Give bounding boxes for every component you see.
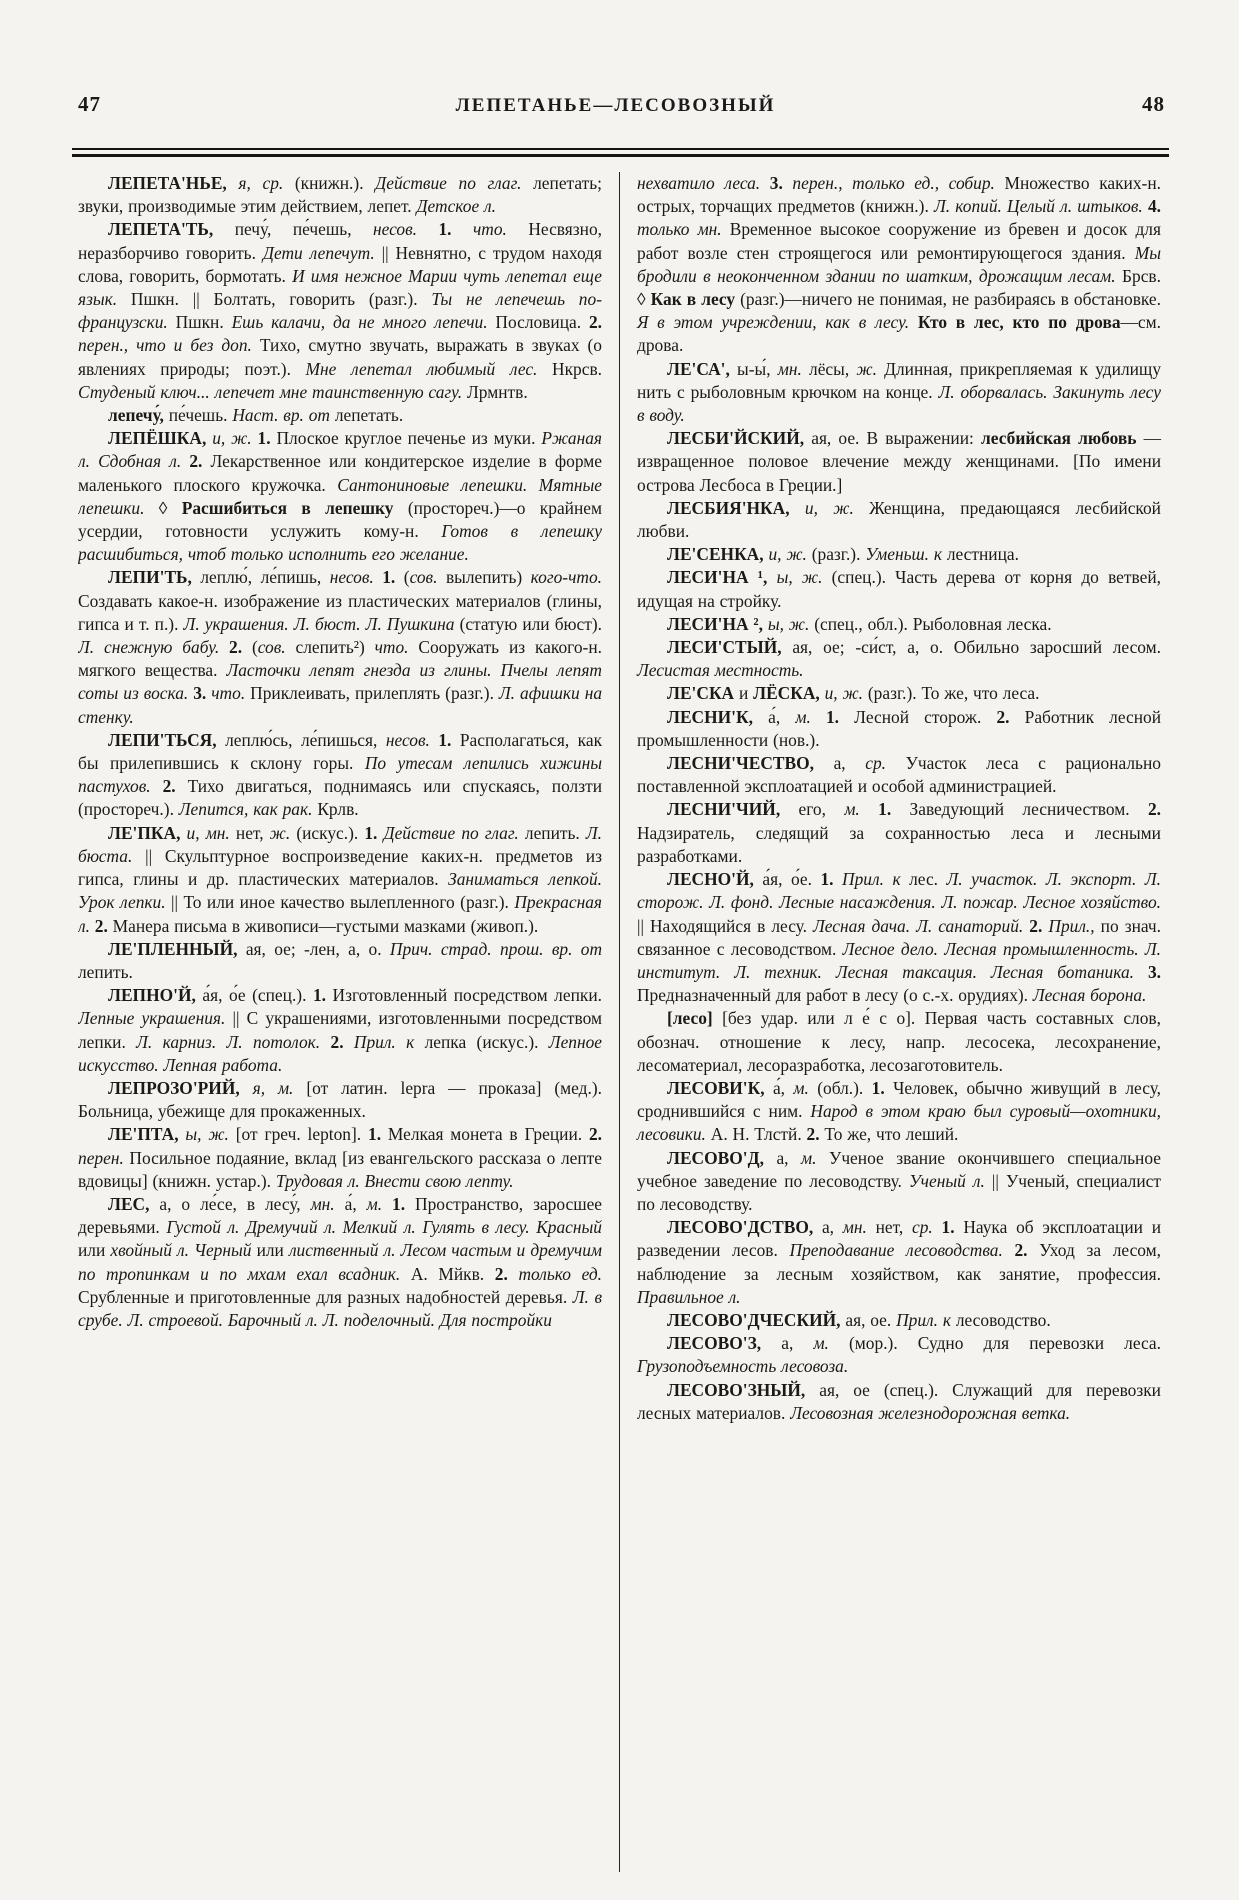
text-segment: а, о ле́се, в лесу́, <box>159 1193 311 1214</box>
text-segment: 1. <box>820 869 843 890</box>
dictionary-entry <box>637 1309 1161 1332</box>
text-segment: 1. <box>312 985 333 1006</box>
text-segment: ЛЕПИ'ТЬСЯ, <box>108 729 226 750</box>
dictionary-entry <box>637 1216 1161 1309</box>
text-segment: То же, что леший. <box>824 1124 959 1145</box>
text-segment: ЛЕ'ПЛЕННЫЙ, <box>108 938 246 959</box>
text-segment: (статую или бюст). <box>459 613 603 634</box>
text-segment: ◊ <box>158 497 182 518</box>
text-segment: 1. <box>368 1124 388 1145</box>
text-segment: только мн. <box>637 219 730 240</box>
text-segment: лесоводство. <box>955 1309 1051 1330</box>
text-segment: Наука об эксплоатации и разведении лесов. <box>637 1217 1162 1261</box>
text-segment: кого-что. <box>530 567 602 588</box>
dictionary-entry <box>78 404 602 427</box>
dictionary-entry <box>78 172 602 218</box>
text-segment: Уход за лесом, наблюдение за лесным хозяйством, как занятие, профессия. <box>637 1240 1162 1284</box>
text-segment: Прил. к <box>842 869 910 890</box>
text-segment: Л. копий. Целый л. штыков. <box>933 196 1148 217</box>
text-segment: м. <box>793 1077 818 1098</box>
text-segment: лепка (искус.). <box>424 1031 549 1052</box>
text-segment: 2. <box>1147 799 1162 820</box>
text-segment: и, мн. <box>186 822 236 843</box>
text-segment: ЛЕСОВО'Д, <box>667 1147 777 1168</box>
text-segment: || Скульптурное воспроизведение каких-н. предметов из гипса, глины и др. пластических материалов. <box>78 845 602 890</box>
text-segment: Ласточки лепят гнезда из глины. Пчелы лепят соты из воска. <box>78 660 602 704</box>
text-segment: ЛЕ'СЕНКА, <box>667 544 769 565</box>
text-segment: И имя нежное Марии чуть лепетал еще язык. <box>78 265 602 310</box>
text-segment: (искус.). <box>296 822 365 843</box>
text-segment: 2. <box>189 451 211 472</box>
dictionary-entry <box>78 729 602 822</box>
text-segment: лепить. <box>78 961 133 982</box>
dictionary-entry <box>78 938 602 984</box>
dictionary-entry <box>637 868 1161 1007</box>
dictionary-entry <box>637 497 1161 543</box>
dictionary-entry <box>637 566 1161 612</box>
dictionary-entry <box>637 1379 1161 1425</box>
text-segment: || С украшениями, изготовленными посредством лепки. <box>78 1008 602 1052</box>
text-segment: ЛЕСНО'Й, <box>667 869 763 890</box>
text-segment: м. <box>813 1333 850 1354</box>
text-segment: печу́, пе́чешь, <box>234 219 374 240</box>
text-segment: ЛЕПИ'ТЬ, <box>108 567 201 588</box>
dictionary-entry <box>78 218 602 404</box>
text-segment: нехватило леса. <box>637 173 770 193</box>
text-segment: ЛЕСИ'НА ¹, <box>667 567 777 588</box>
text-segment: Лесная дача. Л. санаторий. <box>813 915 1030 936</box>
text-segment: леплю́, ле́пишь, <box>200 567 330 588</box>
text-segment: (обл.). <box>817 1077 872 1098</box>
text-segment: Прил. к <box>896 1309 956 1330</box>
text-segment: Лрмнтв. <box>467 381 528 402</box>
text-segment: 2. <box>588 1124 602 1145</box>
text-segment: Кто в лес, кто по дрова <box>917 312 1121 333</box>
text-segment: Мы бродили в неоконченном здании по шатким, дрожащим лесам. <box>637 242 1161 286</box>
text-segment: и, ж. <box>824 683 868 704</box>
text-segment: Прич. страд. прош. вр. от <box>389 938 603 959</box>
dictionary-entry <box>78 822 602 938</box>
text-segment: несов. <box>329 567 383 588</box>
text-segment: Ученое звание окончившего специальное учебное заведение по лесоводству. <box>637 1147 1161 1191</box>
text-segment: Ученый л. <box>908 1170 992 1191</box>
dictionary-entry <box>78 566 602 728</box>
text-segment: что. <box>211 683 251 704</box>
text-segment: а́, <box>344 1193 367 1214</box>
dictionary-entry <box>637 358 1161 428</box>
text-segment: Срубленные и приготовленные для разных надобностей деревья. <box>78 1286 573 1307</box>
text-segment: — извращенное половое влечение между женщинами. [По имени острова Лесбоса в Греции.] <box>637 428 1161 495</box>
dictionary-entry <box>78 984 602 1077</box>
text-segment: 2. <box>588 312 602 333</box>
text-segment: Длинная, прикрепляемая к удилищу нить с рыболовным крючком на конце. <box>637 358 1162 402</box>
text-segment: Человек, обычно живущий в лесу, сроднившийся с ним. <box>637 1077 1162 1122</box>
text-segment: мн. <box>842 1217 876 1238</box>
text-segment: (мор.). Судно для перевозки леса. <box>849 1333 1161 1354</box>
text-segment: ЛЕСБИЯ'НКА, <box>667 497 805 518</box>
text-segment: Предназначенный для работ в лесу (о с.-х. орудиях). <box>637 985 1033 1006</box>
text-segment: ая, ое. В выражении: <box>811 428 982 449</box>
text-segment: Временное высокое сооружение из бревен и досок для работ возле стен строящегося или ремонтирующегося здания. <box>637 219 1161 263</box>
text-segment: по знач. связанное с лесоводством. <box>637 915 1162 959</box>
text-segment: ы, ж. <box>185 1124 236 1145</box>
text-segment: Прил., <box>1048 915 1101 936</box>
text-segment: Густой л. Дремучий л. Мелкий л. Гулять в лесу. Красный <box>166 1217 602 1238</box>
text-segment: Плоское круглое печенье из муки. <box>276 428 542 449</box>
text-segment: Пшкн. || Болтать, говорить (разг.). <box>130 289 432 310</box>
dictionary-entry <box>637 706 1161 752</box>
text-segment: нет, <box>875 1217 913 1238</box>
dictionary-entry <box>78 1193 602 1332</box>
text-segment: Я в этом учреждении, как в лесу. <box>637 312 918 333</box>
text-segment: Как в лесу <box>650 289 741 310</box>
text-segment: хвойный л. Черный <box>110 1240 257 1261</box>
text-segment: ЛЕСНИ'К, <box>667 706 769 727</box>
text-segment: нет, <box>235 822 270 843</box>
text-segment: 1. <box>878 799 910 820</box>
text-segment: а, <box>833 753 866 774</box>
text-segment: ЛЕПРОЗО'РИЙ, <box>108 1077 253 1098</box>
text-segment: ЛЕСНИ'ЧЕСТВО, <box>667 753 834 774</box>
text-segment: Тихо двигаться, поднимаясь или спускаясь, ползти (простореч.). <box>78 776 603 820</box>
text-segment: По утесам лепились хижины пастухов. <box>78 753 602 797</box>
page-number-left: 47 <box>78 92 101 116</box>
text-segment: а, <box>821 1217 843 1238</box>
text-segment: Приклеивать, прилеплять (разг.). <box>250 683 499 704</box>
text-segment: Посильное подаяние, вклад [из евангельского рассказа о лепте вдовицы] (книжн. устар.). <box>78 1147 602 1191</box>
text-segment: Грузоподъемность лесовоза. <box>637 1356 849 1377</box>
text-segment: Студеный ключ... лепечет мне таинственную сагу. <box>78 381 467 402</box>
text-segment: Крлв. <box>317 799 359 820</box>
text-segment: или <box>78 1240 111 1261</box>
text-segment: 2. <box>94 915 113 936</box>
text-segment: мн. <box>777 358 810 379</box>
text-segment: Ржаная л. Сдобная л. <box>78 428 602 472</box>
text-segment: || Ученый, специалист по лесоводству. <box>637 1170 1161 1214</box>
text-segment: и, ж. <box>804 497 870 518</box>
text-segment: Лесистая местность. <box>637 660 804 681</box>
text-segment: 2. <box>494 1263 519 1284</box>
text-segment: Лесовозная железнодорожная ветка. <box>790 1402 1071 1423</box>
text-segment: 1. <box>382 567 404 588</box>
text-segment: [лесо] <box>667 1008 723 1029</box>
text-segment: ЛЕ'ПКА, <box>108 822 187 843</box>
text-segment: Пословица. <box>495 312 589 333</box>
text-segment: || То или иное качество вылепленного (разг.). <box>171 892 515 913</box>
text-segment: а́я, о́е. <box>762 869 821 890</box>
text-segment: ЛЕПЁШКА, <box>108 428 213 449</box>
text-segment: Множество каких-н. острых, торчащих предметов (книжн.). <box>637 173 1162 217</box>
text-segment: вылепить) <box>445 567 531 588</box>
text-segment: я, м. <box>252 1077 307 1098</box>
text-segment: ЛЕПЕТА'ТЬ, <box>108 219 235 240</box>
text-segment: ая, ое (спец.). Служащий для перевозки лесных материалов. <box>637 1379 1161 1423</box>
text-segment: Л. карниз. Л. потолок. <box>136 1031 331 1052</box>
text-segment: Лесной сторож. <box>854 706 997 727</box>
text-segment: Прекрасная л. <box>78 892 602 936</box>
text-segment: сов. <box>257 637 296 658</box>
text-segment: Пространство, заросшее деревьями. <box>78 1193 603 1238</box>
text-segment: 2. <box>1014 1240 1040 1261</box>
text-segment: (разг.)—ничего не понимая, не разбираясь в обстановке. <box>740 289 1161 310</box>
right-column <box>637 172 1161 1872</box>
text-segment: 1. <box>392 1193 416 1214</box>
dictionary-entry <box>78 1123 602 1193</box>
text-segment: [без удар. или л е́ с о]. Первая часть составных слов, обознач. отношение к лесу, напр. лесосека, лесохранение, лесоматериал, лесоразработка, лесозаготовитель. <box>637 1008 1161 1075</box>
text-segment: (простореч.)—о крайнем усердии, готовности услужить кому-н. <box>78 497 603 542</box>
text-segment: 3. <box>1147 961 1161 982</box>
text-segment: Дети лепечут. <box>262 242 382 263</box>
text-segment: Надзиратель, следящий за сохранностью леса и лесными разработками. <box>637 822 1161 866</box>
text-segment: его, <box>798 799 845 820</box>
dictionary-entry <box>637 543 1161 566</box>
text-segment: а́, <box>768 706 796 727</box>
text-segment: || Находящийся в лесу. <box>637 915 814 936</box>
left-column <box>78 172 602 1872</box>
text-segment: Несвязно, неразборчиво говорить. <box>78 219 603 263</box>
text-segment: ЛЕСНИ'ЧИЙ, <box>667 799 799 820</box>
text-segment: пе́чешь. <box>168 405 233 426</box>
dictionary-entry <box>637 613 1161 636</box>
text-segment: Преподавание лесоводства. <box>789 1240 1015 1261</box>
text-segment: перен. <box>78 1147 130 1168</box>
dictionary-entry <box>637 752 1161 798</box>
dictionary-entry <box>637 636 1161 682</box>
text-segment: 1. <box>825 706 855 727</box>
text-segment: Мелкая монета в Греции. <box>387 1124 589 1145</box>
text-segment: лесбийская любовь <box>981 428 1144 449</box>
text-segment: (разг.). <box>811 544 866 565</box>
text-segment: Л. участок. Л. экспорт. Л. сторож. Л. фонд. Лесные насаждения. Л. пожар. Лесное хозяйство. <box>637 869 1161 913</box>
text-segment: Брсв. ◊ <box>637 265 1161 310</box>
text-segment: лепетать; звуки, производимые этим действием, лепет. <box>78 173 602 217</box>
text-segment: перен., только ед., собир. <box>792 173 1005 193</box>
text-segment: ЛЕСИ'НА ², <box>667 613 768 634</box>
text-segment: Располагаться, как бы прилепившись к склону горы. <box>78 729 603 774</box>
text-segment: 1. <box>941 1217 964 1238</box>
dictionary-entry <box>637 798 1161 868</box>
text-segment: м. <box>801 1147 829 1168</box>
text-segment: Действие по глаг. <box>383 822 525 843</box>
text-segment: 2. <box>996 706 1025 727</box>
text-segment: несов. <box>385 729 439 750</box>
text-segment: ж. <box>856 358 885 379</box>
text-segment: 3. <box>769 173 793 193</box>
text-segment: Пшкн. <box>175 312 232 333</box>
text-segment: Л. оборвалась. Закинуть лесу в воду. <box>637 381 1161 426</box>
text-segment: Тихо, смутно звучать, выражать в звуках (о явлениях природы; поэт.). <box>78 335 603 379</box>
text-segment: ЛЕ'СА', <box>667 358 738 379</box>
text-segment: Ты не лепечешь по-французски. <box>78 289 602 333</box>
text-segment: ая, ое; -си́ст, а, о. Обильно заросший лесом. <box>792 637 1162 658</box>
text-segment: Лесное дело. Лесная промышленность. Л. институт. Л. техник. Лесная таксация. Лесная ботаника. <box>637 938 1161 982</box>
text-segment: лес. <box>909 869 947 890</box>
dictionary-entry <box>637 427 1161 497</box>
text-segment: ( <box>403 567 410 588</box>
text-segment: Л. украшения. Л. бюст. Л. Пушкина <box>183 613 460 634</box>
text-segment: Ешь калачи, да не много лепечи. <box>231 312 496 333</box>
text-segment: Правильное л. <box>637 1286 741 1307</box>
text-segment: А. Мйкв. <box>410 1263 495 1284</box>
text-segment: Детское л. <box>416 196 496 217</box>
dictionary-entry <box>637 1077 1161 1147</box>
dictionary-entry <box>637 1332 1161 1378</box>
text-segment: и, ж. <box>768 544 812 565</box>
text-segment: Л. бюста. <box>78 822 603 866</box>
page-number-right: 48 <box>1142 92 1165 116</box>
text-segment: а, <box>776 1147 802 1168</box>
text-segment: 1. <box>438 729 460 750</box>
text-segment: (спец.). Часть дерева от корня до ветвей, идущая на стройку. <box>637 567 1161 611</box>
text-segment: 1. <box>257 428 277 449</box>
text-segment: Действие по глаг. <box>375 173 534 193</box>
text-segment: а́, <box>772 1077 794 1098</box>
text-segment: м. <box>844 799 879 820</box>
text-segment: м. <box>795 706 826 727</box>
text-segment: ЛЕПНО'Й, <box>108 985 203 1006</box>
text-segment: лепетать. <box>334 405 404 426</box>
text-segment: Мне лепетал любимый лес. <box>305 358 553 379</box>
text-segment: ср. <box>865 753 906 774</box>
text-segment: м. <box>366 1193 393 1214</box>
text-segment: 1. <box>871 1077 894 1098</box>
text-segment: Изготовленный посредством лепки. <box>332 985 602 1006</box>
dictionary-entry <box>637 1147 1161 1217</box>
text-segment: 2. <box>330 1031 354 1052</box>
text-segment: Заведующий лесничеством. <box>909 799 1148 820</box>
text-segment: и, ж. <box>212 428 258 449</box>
text-segment: ЛЕС, <box>108 1193 160 1214</box>
text-segment: лепить. <box>524 822 586 843</box>
text-segment: 4. <box>1147 196 1161 217</box>
text-segment: 2. <box>229 637 252 658</box>
text-segment: мн. <box>310 1193 345 1214</box>
running-title: ЛЕПЕТАНЬЕ—ЛЕСОВОЗНЫЙ <box>455 95 776 116</box>
dictionary-entry <box>78 427 602 566</box>
text-segment: Л. снежную бабу. <box>78 637 230 658</box>
text-segment: Лепится, как рак. <box>178 799 318 820</box>
text-segment: ая, ое; -лен, а, о. <box>245 938 390 959</box>
text-segment: Лекарственное или кондитерское изделие в форме маленького плоского кружочка. <box>78 451 602 495</box>
text-segment: 2. <box>162 776 188 797</box>
text-segment: [от латин. lepra — проказа] (мед.). Больница, убежище для прокаженных. <box>78 1077 602 1122</box>
text-segment: Работник лесной промышленности (нов.). <box>637 706 1162 750</box>
text-segment: Сантониновые лепешки. Мятные лепешки. <box>78 474 602 518</box>
column-divider <box>619 172 620 1872</box>
text-segment: лепечу́, <box>108 405 169 426</box>
text-segment: Наст. вр. от <box>232 405 335 426</box>
text-segment: Заниматься лепкой. Урок лепки. <box>78 869 602 913</box>
text-segment: ср. <box>912 1217 942 1238</box>
text-segment: Л. в срубе. Л. строевой. Барочный л. Л. поделочный. Для постройки <box>78 1286 602 1330</box>
text-segment: ы, ж. <box>776 567 832 588</box>
text-segment: Л. афишки на стенку. <box>78 683 603 727</box>
text-segment: а, <box>781 1333 814 1354</box>
text-segment: ЛЕСОВО'З, <box>667 1333 782 1354</box>
text-segment: ЛЁСКА, <box>753 683 825 704</box>
text-segment: Манера письма в живописи—густыми мазками (живоп.). <box>112 915 539 936</box>
text-segment: Участок леса с рационально поставленной эксплоатацией и особой администрацией. <box>637 753 1161 797</box>
text-segment: (спец., обл.). Рыболовная леска. <box>814 613 1052 634</box>
text-segment: Создавать какое-н. изображение из пластических материалов (глины, гипса и т. п.). <box>78 590 602 634</box>
text-segment: 2. <box>1029 915 1049 936</box>
text-segment: ЛЕСОВО'ЗНЫЙ, <box>667 1379 820 1400</box>
dictionary-entry <box>637 1007 1161 1077</box>
text-segment: а́я, о́е (спец.). <box>202 985 313 1006</box>
header-rule <box>72 148 1169 157</box>
dictionary-entry <box>637 172 1161 358</box>
text-segment: ЛЕСИ'СТЫЙ, <box>667 637 793 658</box>
text-segment: Нкрсв. <box>552 358 602 379</box>
dictionary-entry <box>637 682 1161 705</box>
text-segment: что. <box>473 219 529 240</box>
text-segment: леплю́сь, ле́пишься, <box>225 729 386 750</box>
text-segment: ЛЕСОВИ'К, <box>667 1077 773 1098</box>
text-segment: только ед. <box>518 1263 602 1284</box>
text-segment: ы, ж. <box>767 613 815 634</box>
text-segment: ЛЕСБИ'ЙСКИЙ, <box>667 428 812 449</box>
text-segment: что. <box>374 637 419 658</box>
text-segment: [от греч. lepton]. <box>235 1124 368 1145</box>
text-segment: лиственный л. Лесом частым и дремучим по тропинкам и по мхам ехал всадник. <box>78 1240 603 1284</box>
text-segment: ж. <box>269 822 297 843</box>
text-segment: слепить²) <box>295 637 375 658</box>
text-segment: ЛЕСОВО'ДЧЕСКИЙ, <box>667 1309 846 1330</box>
text-segment: ЛЕ'ПТА, <box>108 1124 186 1145</box>
text-segment: —см. дрова. <box>637 312 1161 356</box>
text-segment: 1. <box>364 822 384 843</box>
text-segment: А. Н. Тлстй. <box>710 1124 807 1145</box>
text-segment: или <box>256 1240 289 1261</box>
text-segment: ( <box>251 637 258 658</box>
text-segment: Сооружать из какого-н. мягкого вещества. <box>78 637 603 681</box>
text-segment: лестница. <box>946 544 1019 565</box>
text-segment: Лесная борона. <box>1032 985 1147 1006</box>
text-segment: несов. <box>373 219 439 240</box>
dictionary-entry <box>78 1077 602 1123</box>
text-segment: Готов в лепешку расшибиться, чтоб только исполнить его желание. <box>78 521 602 565</box>
text-segment: 1. <box>438 219 473 240</box>
text-segment: сов. <box>409 567 446 588</box>
text-segment: Лепные украшения. <box>78 1008 233 1029</box>
text-segment: Трудовая л. Внести свою лепту. <box>275 1170 514 1191</box>
text-segment: лёсы, <box>809 358 857 379</box>
text-segment: Расшибиться в лепешку <box>181 497 408 518</box>
text-segment: ЛЕПЕТА'НЬЕ, <box>108 173 239 193</box>
text-segment: и <box>738 683 754 704</box>
text-segment: Женщина, предающаяся лесбийской любви. <box>637 497 1161 542</box>
text-segment: Уменьш. к <box>865 544 947 565</box>
text-segment: 3. <box>193 683 212 704</box>
text-segment: (разг.). То же, что леса. <box>867 683 1040 704</box>
text-segment: перен., что и без доп. <box>78 335 260 356</box>
text-segment: 2. <box>806 1124 825 1145</box>
text-segment: (книжн.). <box>294 173 376 193</box>
text-segment: я, ср. <box>238 173 295 193</box>
text-segment: Прил. к <box>353 1031 425 1052</box>
page-header <box>78 92 1165 117</box>
text-segment: ы-ы́, <box>737 358 778 379</box>
text-columns <box>78 172 1165 1872</box>
text-segment: ая, ое. <box>845 1309 897 1330</box>
text-segment: ЛЕ'СКА <box>667 683 739 704</box>
text-segment: Народ в этом краю был суровый—охотники, лесовики. <box>637 1101 1162 1145</box>
text-segment: ЛЕСОВО'ДСТВО, <box>667 1217 822 1238</box>
text-segment: Лепное искусство. Лепная работа. <box>78 1031 603 1075</box>
text-segment: || Невнятно, с трудом находя слова, говорить, бормотать. <box>78 242 602 286</box>
